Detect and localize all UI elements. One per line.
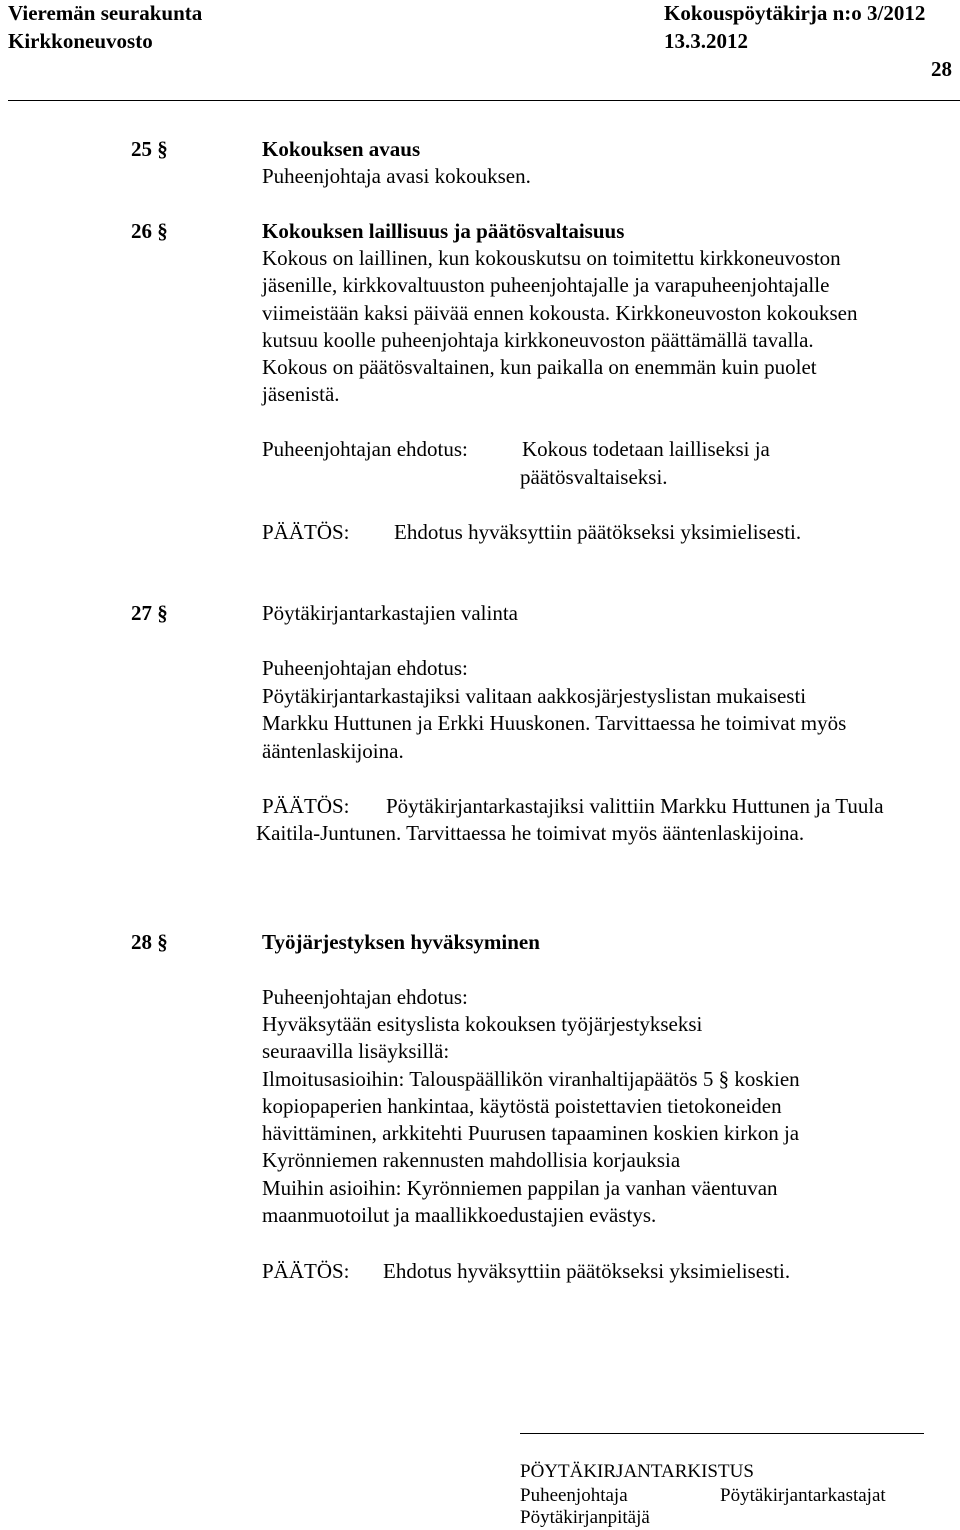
- section-number: 25 §: [131, 137, 168, 161]
- proposal-label: Puheenjohtajan ehdotus:: [262, 985, 468, 1009]
- proposal-label: Puheenjohtajan ehdotus:: [262, 437, 468, 461]
- decision-label: PÄÄTÖS:: [262, 520, 350, 544]
- proposal-line: Kyrönniemen rakennusten mahdollisia korjauksia: [262, 1148, 681, 1173]
- section-title: Työjärjestyksen hyväksyminen: [262, 930, 540, 954]
- proposal-line: hävittäminen, arkkitehti Puurusen tapaaminen koskien kirkon ja: [262, 1121, 800, 1146]
- section-title: Pöytäkirjantarkastajien valinta: [262, 601, 518, 625]
- body-line: jäsenille, kirkkovaltuuston puheenjohtajalle ja varapuheenjohtajalle: [262, 273, 830, 298]
- decision-label: PÄÄTÖS:: [262, 794, 350, 818]
- document-title: Kokouspöytäkirja n:o 3/2012: [664, 1, 926, 25]
- proposal-line: Hyväksytään esityslista kokouksen työjärjestykseksi: [262, 1012, 703, 1036]
- footer-rule: [520, 1433, 924, 1434]
- body-line: Puheenjohtaja avasi kokouksen.: [262, 164, 531, 188]
- body-line: Kokous on laillinen, kun kokouskutsu on toimitettu kirkkoneuvoston: [262, 246, 841, 270]
- proposal-body: [262, 683, 846, 765]
- header-rule: [8, 100, 960, 101]
- footer-secretary: Pöytäkirjanpitäjä: [520, 1507, 650, 1528]
- body-line: Kokous on päätösvaltainen, kun paikalla on enemmän kuin puolet: [262, 355, 817, 380]
- decision-text: Ehdotus hyväksyttiin päätökseksi yksimielisesti.: [383, 1259, 791, 1283]
- decision-label: PÄÄTÖS:: [262, 1259, 350, 1283]
- decision-text: Kaitila-Juntunen. Tarvittaessa he toimivat myös ääntenlaskijoina.: [256, 821, 805, 845]
- proposal-line: ääntenlaskijoina.: [262, 738, 404, 763]
- proposal-line: Pöytäkirjantarkastajiksi valitaan aakkosjärjestyslistan mukaisesti: [262, 684, 807, 708]
- footer-checkers: Pöytäkirjantarkastajat: [720, 1485, 886, 1506]
- proposal-line: seuraavilla lisäyksillä:: [262, 1039, 450, 1064]
- section-number: 26 §: [131, 219, 168, 243]
- proposal-line: maanmuotoilut ja maallikkoedustajien evästys.: [262, 1203, 657, 1228]
- proposal-text: päätösvaltaiseksi.: [520, 465, 668, 489]
- org-name: Vieremän seurakunta: [8, 1, 203, 25]
- section-body: [262, 245, 857, 409]
- proposal-line: Ilmoitusasioihin: Talouspäällikön viranhaltijapäätös 5 § koskien: [262, 1066, 800, 1091]
- footer-chair: Puheenjohtaja: [520, 1485, 628, 1506]
- footer-title: PÖYTÄKIRJANTARKISTUS: [520, 1461, 754, 1482]
- decision-text: Pöytäkirjantarkastajiksi valittiin Markku Huttunen ja Tuula: [386, 794, 884, 818]
- proposal-label: Puheenjohtajan ehdotus:: [262, 656, 468, 680]
- proposal-line: kopiopaperien hankintaa, käytöstä poistettavien tietokoneiden: [262, 1093, 782, 1118]
- body-line: viimeistään kaksi päivää ennen kokousta. Kirkkoneuvoston kokouksen: [262, 300, 858, 325]
- decision-text: Ehdotus hyväksyttiin päätökseksi yksimielisesti.: [394, 520, 802, 544]
- body-line: kutsuu koolle puheenjohtaja kirkkoneuvoston päättämällä tavalla.: [262, 327, 814, 352]
- proposal-line: Markku Huttunen ja Erkki Huuskonen. Tarvittaessa he toimivat myös: [262, 711, 847, 736]
- body-name: Kirkkoneuvosto: [8, 29, 153, 53]
- meeting-date: 13.3.2012: [664, 29, 748, 53]
- section-title: Kokouksen avaus: [262, 137, 421, 161]
- section-body: [262, 163, 531, 190]
- proposal-text: Kokous todetaan lailliseksi ja: [522, 437, 770, 461]
- section-title: Kokouksen laillisuus ja päätösvaltaisuus: [262, 219, 625, 243]
- page-number: 28: [931, 57, 952, 81]
- section-number: 28 §: [131, 930, 168, 954]
- body-line: jäsenistä.: [262, 382, 340, 407]
- section-number: 27 §: [131, 601, 168, 625]
- proposal-body: [262, 1011, 800, 1229]
- proposal-line: Muihin asioihin: Kyrönniemen pappilan ja vanhan väentuvan: [262, 1175, 778, 1200]
